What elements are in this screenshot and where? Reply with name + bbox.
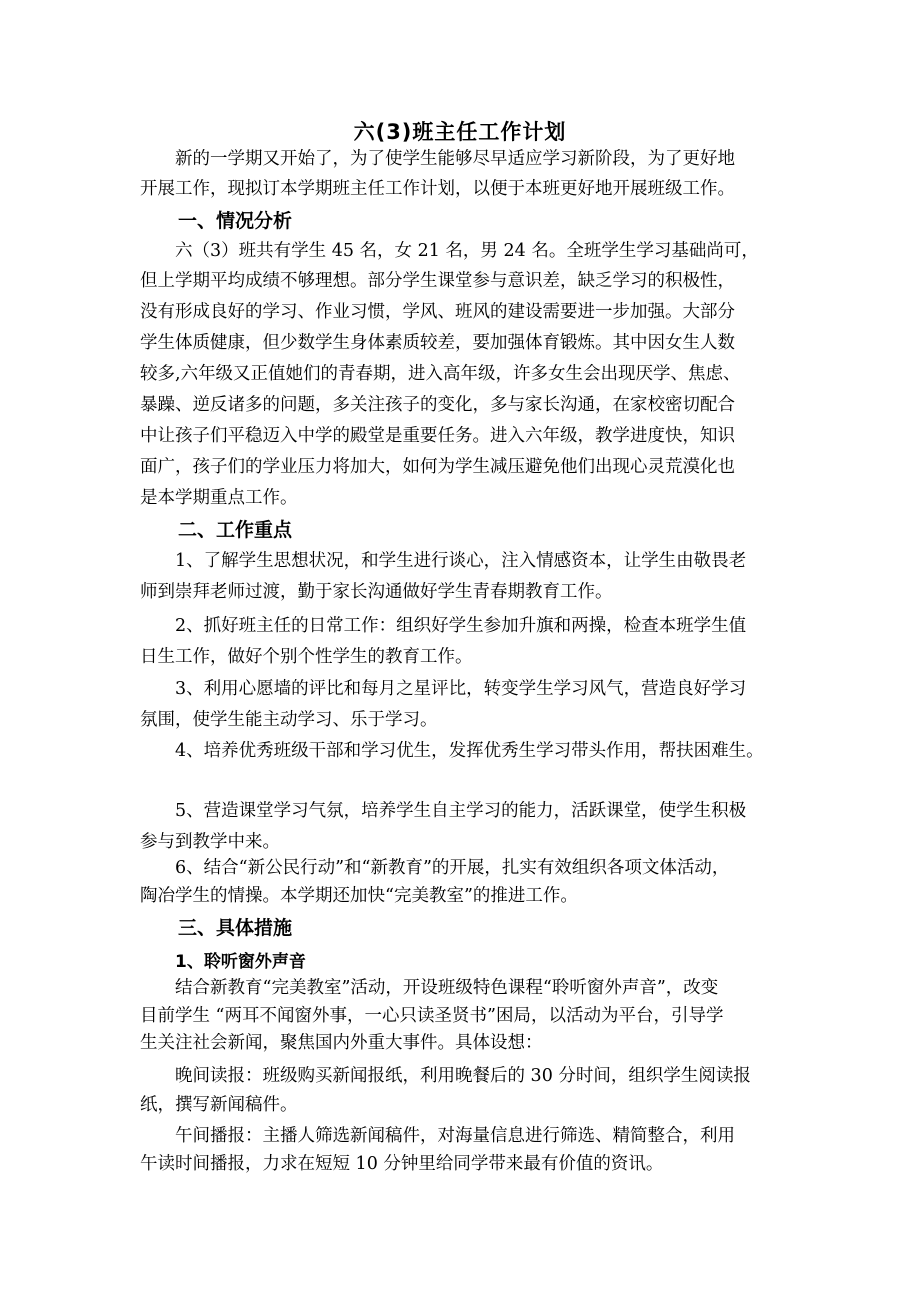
list-item-line: 6、结合“新公民行动”和“新教育”的开展，扎实有效组织各项文体活动， bbox=[175, 858, 730, 878]
paragraph-line: 面广，孩子们的学业压力将加大，如何为学生减压避免他们出现心灵荒漠化也 bbox=[140, 457, 735, 477]
subsection-heading: 1、聆听窗外声音 bbox=[175, 952, 306, 972]
list-item-line: 师到崇拜老师过渡，勤于家长沟通做好学生青春期教育工作。 bbox=[140, 582, 613, 602]
paragraph-line: 六（3）班共有学生 45 名，女 21 名，男 24 名。全班学生学习基础尚可， bbox=[175, 241, 759, 261]
paragraph-line: 纸，撰写新闻稿件。 bbox=[140, 1095, 298, 1115]
list-item-line: 参与到教学中来。 bbox=[140, 832, 280, 852]
paragraph-line: 暴躁、逆反诸多的问题，多关注孩子的变化，多与家长沟通，在家校密切配合 bbox=[140, 395, 735, 415]
paragraph-line: 是本学期重点工作。 bbox=[140, 488, 298, 508]
paragraph-line: 但上学期平均成绩不够理想。部分学生课堂参与意识差，缺乏学习的积极性， bbox=[140, 271, 735, 291]
list-item-line: 5、营造课堂学习气氛，培养学生自主学习的能力，活跃课堂，使学生积极 bbox=[175, 801, 747, 821]
intro-line: 新的一学期又开始了，为了使学生能够尽早适应学习新阶段，为了更好地 bbox=[175, 149, 735, 169]
list-item-line: 3、利用心愿墙的评比和每月之星评比，转变学生学习风气，营造良好学习 bbox=[175, 679, 747, 699]
section-heading-situation: 一、情况分析 bbox=[178, 210, 293, 232]
list-item-line: 氛围，使学生能主动学习、乐于学习。 bbox=[140, 710, 438, 730]
paragraph-line: 午读时间播报，力求在短短 10 分钟里给同学带来最有价值的资讯。 bbox=[140, 1154, 664, 1174]
paragraph-line: 没有形成良好的学习、作业习惯，学风、班风的建设需要进一步加强。大部分 bbox=[140, 302, 735, 322]
section-heading-measures: 三、具体措施 bbox=[178, 917, 293, 939]
paragraph-line: 生关注社会新闻，聚焦国内外重大事件。具体设想： bbox=[140, 1033, 543, 1053]
paragraph-line: 结合新教育“完美教室”活动，开设班级特色课程“聆听窗外声音”，改变 bbox=[175, 978, 719, 998]
document-title: 六(3)班主任工作计划 bbox=[353, 120, 567, 144]
paragraph-line: 学生体质健康，但少数学生身体素质较差，要加强体育锻炼。其中因女生人数 bbox=[140, 333, 735, 353]
paragraph-line: 午间播报：主播人筛选新闻稿件，对海量信息进行筛选、精简整合，利用 bbox=[175, 1126, 735, 1146]
paragraph-line: 中让孩子们平稳迈入中学的殿堂是重要任务。进入六年级，教学进度快，知识 bbox=[140, 426, 735, 446]
list-item-line: 1、了解学生思想状况，和学生进行谈心，注入情感资本，让学生由敬畏老 bbox=[175, 551, 747, 571]
section-heading-focus: 二、工作重点 bbox=[178, 519, 293, 541]
list-item-line: 2、抓好班主任的日常工作：组织好学生参加升旗和两操，检查本班学生值 bbox=[175, 616, 747, 636]
list-item-line: 4、培养优秀班级干部和学习优生，发挥优秀生学习带头作用，帮扶困难生。 bbox=[175, 741, 764, 761]
list-item-line: 陶冶学生的情操。本学期还加快“完美教室”的推进工作。 bbox=[140, 886, 578, 906]
list-item-line: 日生工作，做好个别个性学生的教育工作。 bbox=[140, 647, 473, 667]
paragraph-line: 目前学生 “两耳不闻窗外事，一心只读圣贤书”困局，以活动为平台，引导学 bbox=[140, 1006, 724, 1026]
paragraph-line: 晚间读报：班级购买新闻报纸，利用晚餐后的 30 分时间，组织学生阅读报 bbox=[175, 1066, 751, 1086]
intro-line: 开展工作，现拟订本学期班主任工作计划，以便于本班更好地开展班级工作。 bbox=[140, 179, 735, 199]
paragraph-line: 较多,六年级又正值她们的青春期，进入高年级，许多女生会出现厌学、焦虑、 bbox=[140, 364, 741, 384]
